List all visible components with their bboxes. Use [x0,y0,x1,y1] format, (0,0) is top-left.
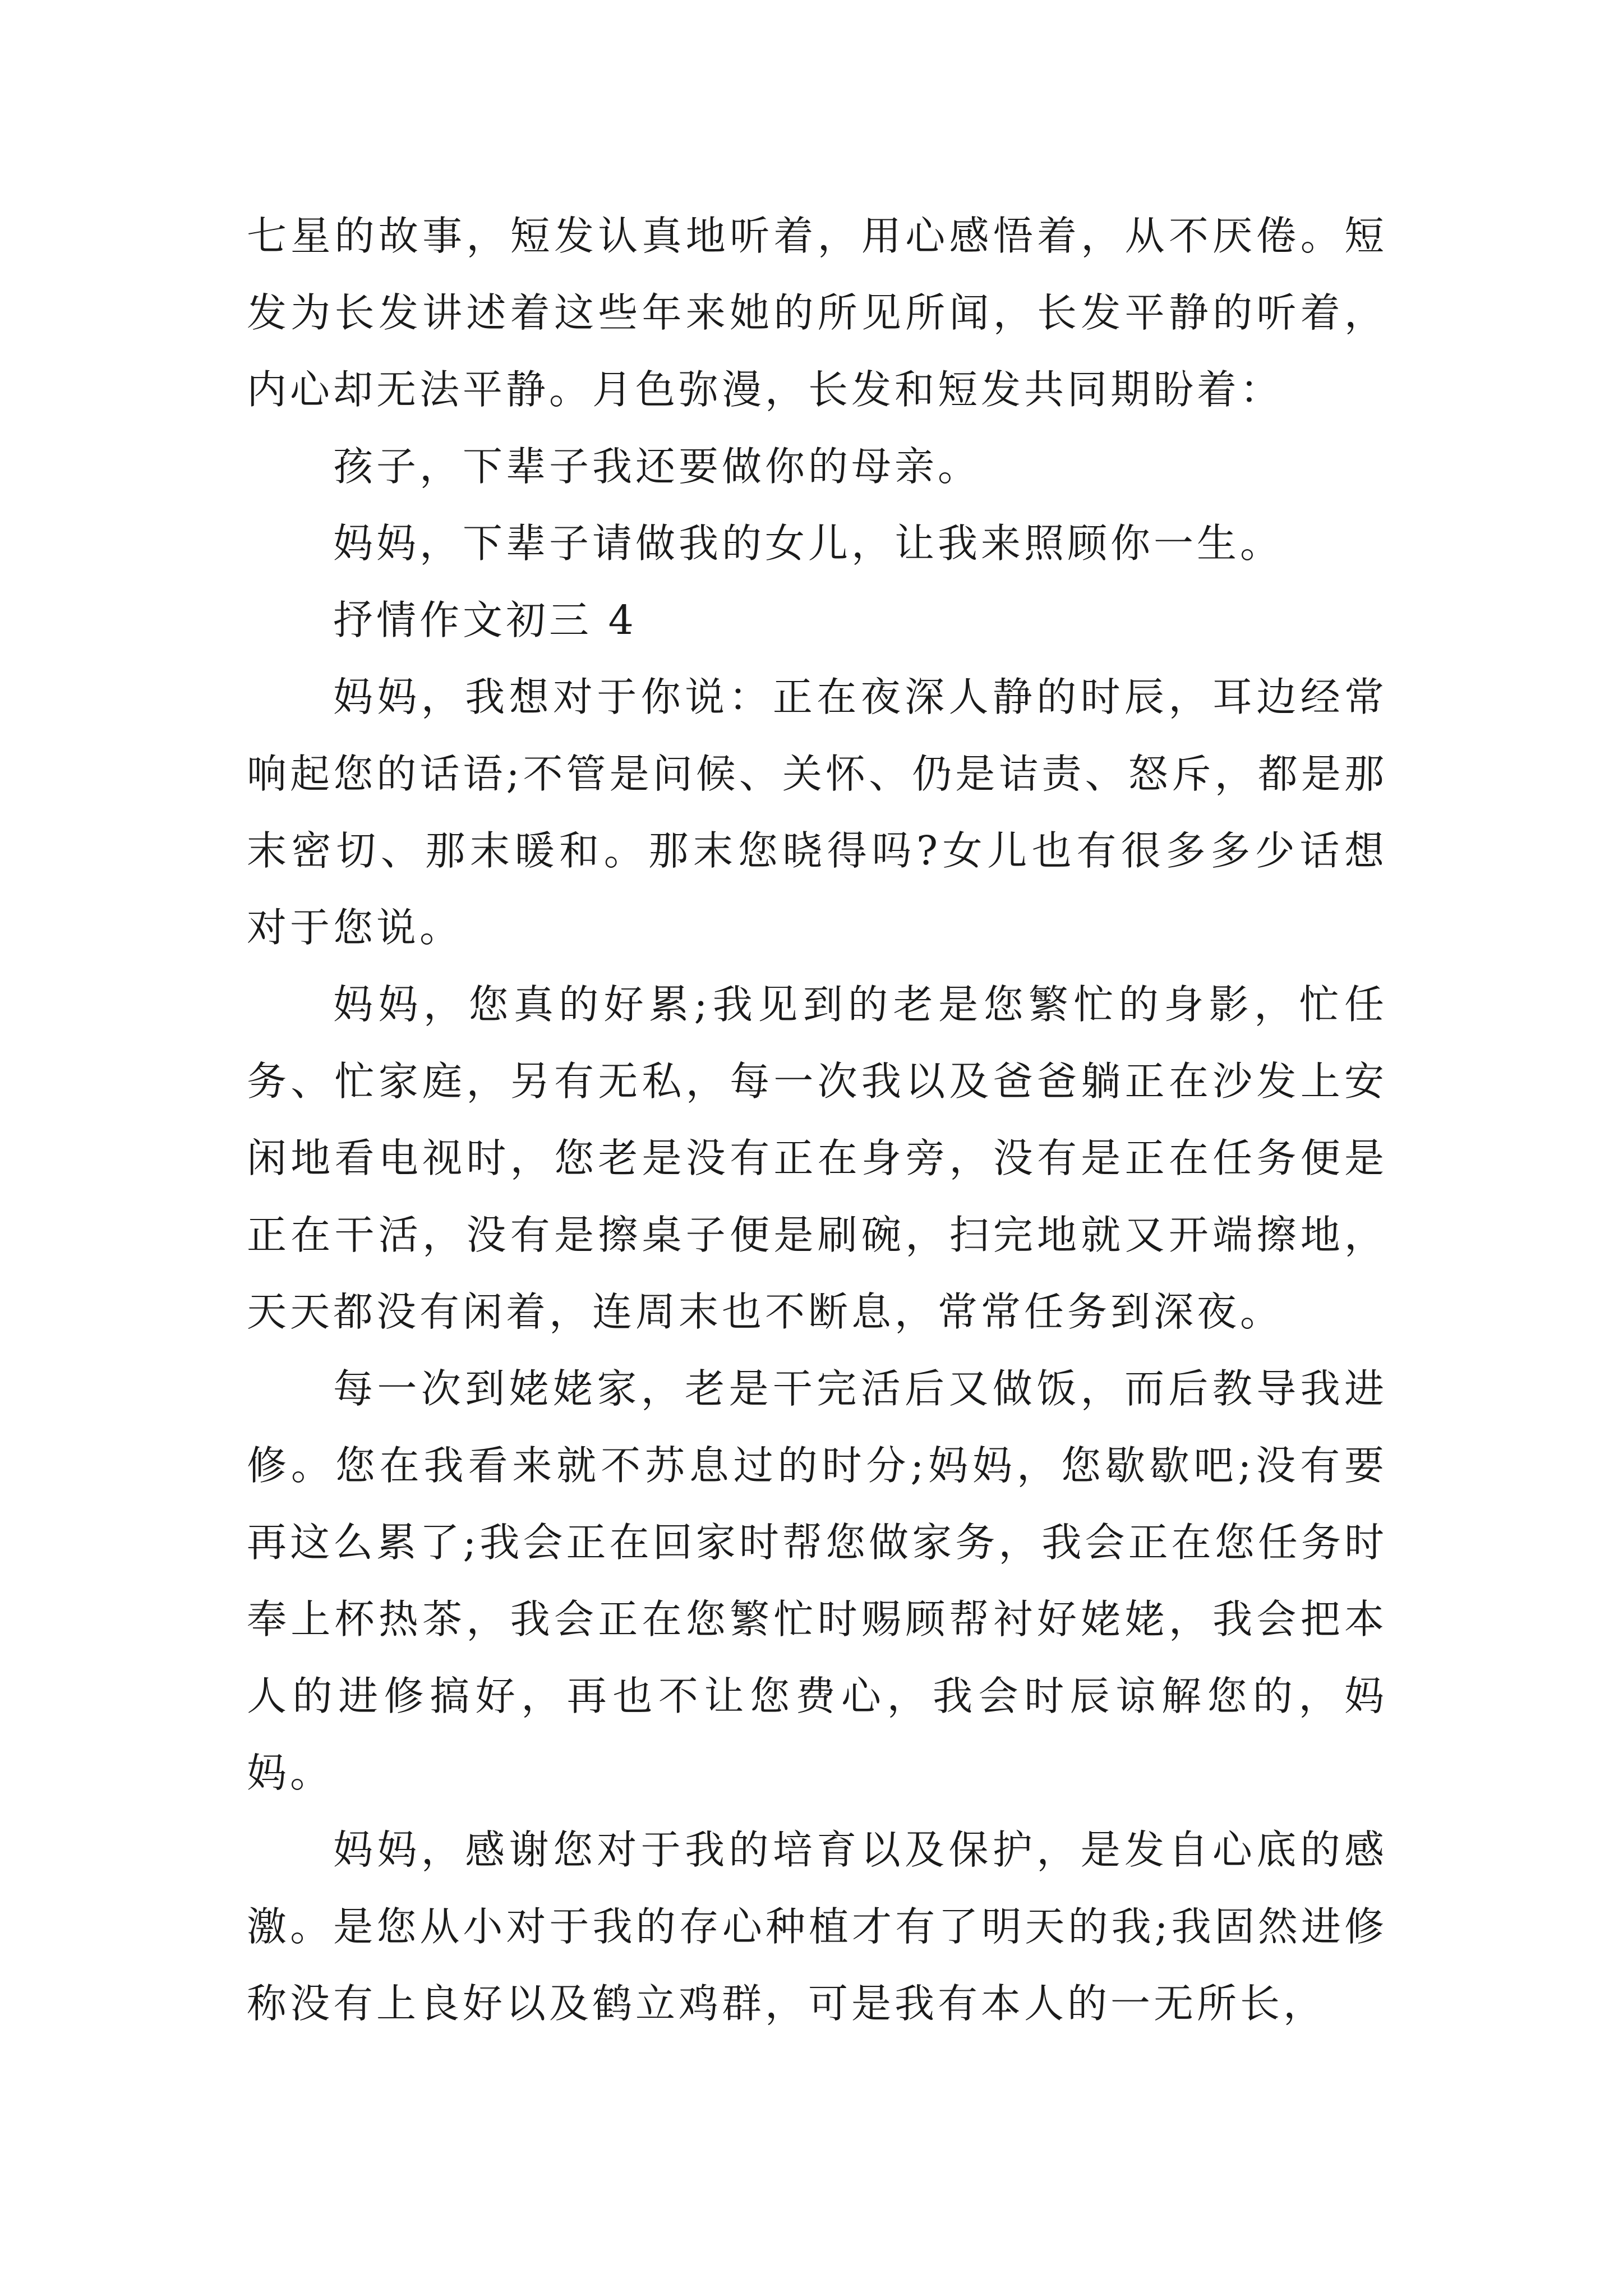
paragraph-1: 七星的故事，短发认真地听着，用心感悟着，从不厌倦。短发为长发讲述着这些年来她的所见所闻，长发平静的听着，内心却无法平静。月色弥漫，长发和短发共同期盼着： [247,213,1387,413]
paragraph-2: 孩子，下辈子我还要做你的母亲。 [333,443,981,490]
paragraph-7: 妈妈，感谢您对于我的培育以及保护，是发自心底的感激。是您从小对于我的存心种植才有了明天的我;我固然进修称没有上良好以及鹤立鸡群，可是我有本人的一无所长， [247,1826,1387,2027]
article-body [247,197,1387,2042]
paragraph-4: 妈妈，我想对于你说：正在夜深人静的时辰，耳边经常响起您的话语;不管是问候、关怀、仍是诘责、怒斥，都是那末密切、那末暖和。那末您晓得吗?女儿也有很多多少话想对于您说。 [247,674,1387,951]
paragraph-3: 妈妈，下辈子请做我的女儿，让我来照顾你一生。 [333,520,1284,567]
paragraph-5: 妈妈，您真的好累;我见到的老是您繁忙的身影，忙任务、忙家庭，另有无私，每一次我以及爸爸躺正在沙发上安闲地看电视时，您老是没有正在身旁，没有是正在任务便是正在干活，没有是擦桌子便是刷碗，扫完地就又开端擦地，天天都没有闲着，连周末也不断息，常常任务到深夜。 [247,981,1387,1335]
section-heading: 抒情作文初三 4 [333,597,637,643]
paragraph-6: 每一次到姥姥家，老是干完活后又做饭，而后教导我进修。您在我看来就不苏息过的时分;妈妈，您歇歇吧;没有要再这么累了;我会正在回家时帮您做家务，我会正在您任务时奉上杯热茶，我会正在您繁忙时赐顾帮衬好姥姥，我会把本人的进修搞好，再也不让您费心，我会时辰谅解您的，妈妈。 [247,1365,1387,1796]
